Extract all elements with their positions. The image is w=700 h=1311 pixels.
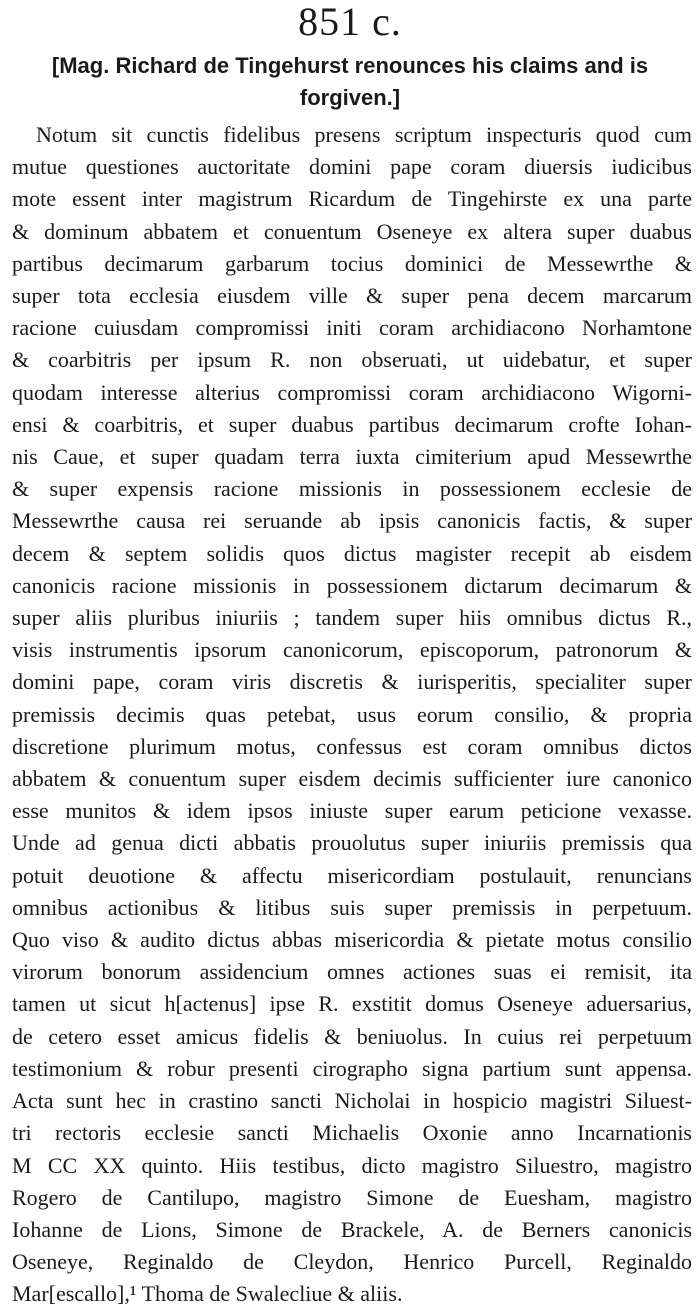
document-number: 851 c. — [298, 0, 402, 44]
text-line: potuit deuotione & affectu misericordiam postulauit, renuncians — [12, 862, 692, 888]
text-line: Acta sunt hec in crastino sancti Nicholai in hospicio magistri Siluest- — [12, 1088, 692, 1114]
heading-line: forgiven.] — [299, 85, 401, 110]
text-line: Mar[escallo],¹ Thoma de Swalecliue & aliis. — [12, 1281, 403, 1307]
text-line: tamen ut sicut h[actenus] ipse R. exstitit domus Oseneye aduersarius, — [12, 991, 692, 1017]
text-line: virorum bonorum assidencium omnes actiones suas ei remisit, ita — [12, 959, 692, 985]
text-line: esse munitos & idem ipsos iniuste super earum peticione vexasse. — [12, 798, 692, 824]
text-line: tri rectoris ecclesie sancti Michaelis Oxonie anno Incarnationis — [12, 1120, 692, 1146]
text-line: & super expensis racione missionis in possessionem ecclesie de — [12, 476, 692, 502]
text-line: & coarbitris per ipsum R. non obseruati, ut uidebatur, et super — [12, 347, 692, 373]
text-line: decem & septem solidis quos dictus magister recepit ab eisdem — [12, 540, 692, 566]
text-line: racione cuiusdam compromissi initi coram archidiacono Norhamtone — [12, 315, 692, 341]
text-line: super tota ecclesia eiusdem ville & super pena decem marcarum — [12, 283, 692, 309]
text-line: & dominum abbatem et conuentum Oseneye ex altera super duabus — [12, 218, 692, 244]
heading-line: [Mag. Richard de Tingehurst renounces his claims and is — [51, 53, 649, 78]
text-line: Quo viso & audito dictus abbas misericordia & pietate motus consilio — [12, 927, 692, 953]
text-line: testimonium & robur presenti cirographo signa partium sunt appensa. — [12, 1055, 692, 1081]
text-line: Iohanne de Lions, Simone de Brackele, A. de Berners canonicis — [12, 1216, 692, 1242]
charter-text — [12, 119, 692, 1311]
text-line: ensi & coarbitris, et super duabus partibus decimarum crofte Iohan- — [12, 411, 692, 437]
text-line: Oseneye, Reginaldo de Cleydon, Henrico Purcell, Reginaldo — [12, 1249, 692, 1275]
text-line: mote essent inter magistrum Ricardum de Tingehirste ex una parte — [12, 186, 692, 212]
text-line: super aliis pluribus iniuriis ; tandem super hiis omnibus dictus R., — [12, 605, 692, 631]
text-line: abbatem & conuentum super eisdem decimis sufficienter iure canonico — [12, 766, 692, 792]
text-line: quodam interesse alterius compromissi coram archidiacono Wigorni- — [12, 379, 692, 405]
text-line: partibus decimarum garbarum tocius dominici de Messewrthe & — [12, 250, 692, 276]
text-line: Unde ad genua dicti abbatis prouolutus super iniuriis premissis qua — [12, 830, 692, 856]
text-line: premissis decimis quas petebat, usus eorum consilio, & propria — [12, 701, 692, 727]
text-line: nis Caue, et super quadam terra iuxta cimiterium apud Messewrthe — [12, 444, 692, 470]
text-line: discretione plurimum motus, confessus est coram omnibus dictos — [12, 733, 692, 759]
text-line: mutue questiones auctoritate domini pape coram diuersis iudicibus — [12, 154, 692, 180]
text-line: domini pape, coram viris discretis & iurisperitis, specialiter super — [12, 669, 692, 695]
text-line: Messewrthe causa rei seruande ab ipsis canonicis factis, & super — [12, 508, 692, 534]
text-line: visis instrumentis ipsorum canonicorum, episcoporum, patronorum & — [12, 637, 692, 663]
text-line: de cetero esset amicus fidelis & beniuolus. In cuius rei perpetuum — [12, 1023, 692, 1049]
document-heading — [14, 50, 686, 114]
text-line: Rogero de Cantilupo, magistro Simone de Euesham, magistro — [12, 1184, 692, 1210]
text-line: canonicis racione missionis in possessionem dictarum decimarum & — [12, 572, 692, 598]
text-line: M CC XX quinto. Hiis testibus, dicto magistro Siluestro, magistro — [12, 1152, 692, 1178]
text-line: omnibus actionibus & litibus suis super premissis in perpetuum. — [12, 894, 692, 920]
text-line: Notum sit cunctis fidelibus presens scriptum inspecturis quod cum — [36, 122, 692, 147]
